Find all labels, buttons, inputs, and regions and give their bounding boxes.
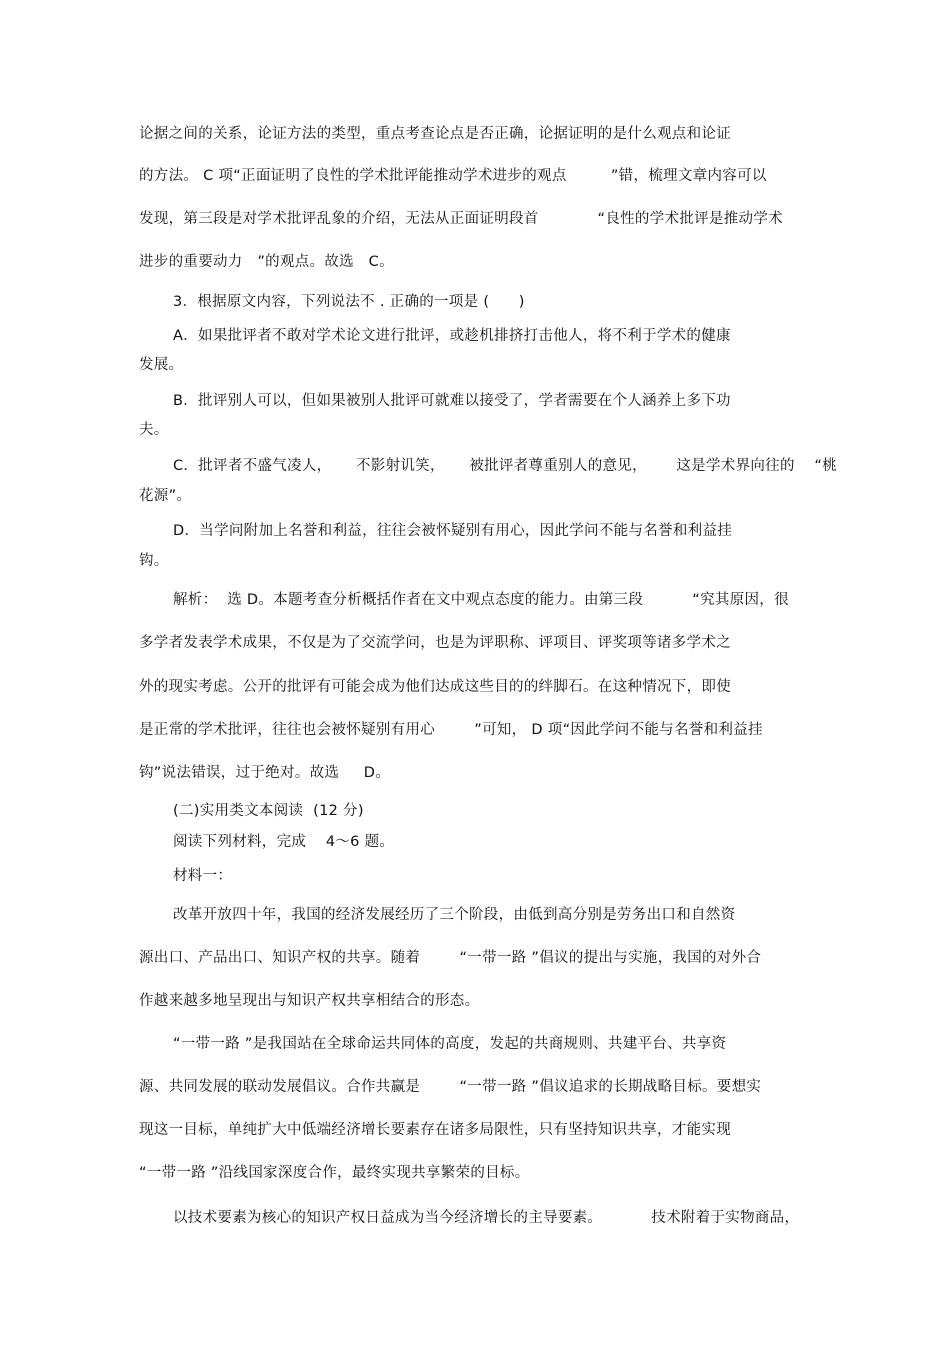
instruction: 阅读下列材料，完成 4～6 题。 <box>173 834 395 850</box>
option-a-cont: 发展。 <box>139 357 184 373</box>
text-line: 源出口、产品出口、知识产权的共享。随着 “一带一路 ”倡议的提出与实施，我国的对外合 <box>139 950 762 966</box>
text-line: 作越来越多地呈现出与知识产权共享相结合的形态。 <box>139 993 480 1009</box>
text-line: 现这一目标，单纯扩大中低端经济增长要素存在诸多局限性，只有坚持知识共享，才能实现 <box>139 1122 731 1138</box>
option-c: C．批评者不盛气凌人， 不影射讥笑， 被批评者尊重别人的意见， 这是学术界向往的 “桃 <box>173 458 838 474</box>
text-line: 是正常的学术批评，往往也会被怀疑别有用心 ”可知， D 项“因此学问不能与名誉和利益挂 <box>139 722 763 738</box>
text-line: 进步的重要动力 ”的观点。故选 C。 <box>139 254 394 270</box>
option-d: D．当学问附加上名誉和利益，往往会被怀疑别有用心，因此学问不能与名誉和利益挂 <box>173 523 733 539</box>
section-heading: (二)实用类文本阅读 (12 分) <box>173 803 364 819</box>
text-line: 钩”说法错误，过于绝对。故选 D。 <box>139 765 391 781</box>
analysis-text: 解析： 选 D。本题考查分析概括作者在文中观点态度的能力。由第三段 “究其原因，很 <box>173 592 789 608</box>
option-c-cont: 花源”。 <box>139 488 192 504</box>
question-3-stem: 3．根据原文内容，下列说法不 . 正确的一项是 ( ) <box>173 294 525 310</box>
option-a: A．如果批评者不敢对学术论文进行批评，或趁机排挤打击他人，将不利于学术的健康 <box>173 328 731 344</box>
option-b-cont: 夫。 <box>139 422 169 438</box>
material-paragraph: 以技术要素为核心的知识产权日益成为当今经济增长的主导要素。 技术附着于实物商品， <box>173 1210 800 1226</box>
text-line: 发现，第三段是对学术批评乱象的介绍，无法从正面证明段首 “良性的学术批评是推动学术 <box>139 211 783 227</box>
text-line: 源、共同发展的联动发展倡议。合作共赢是 “一带一路 ”倡议追求的长期战略目标。要想实 <box>139 1079 762 1095</box>
text-line: “一带一路 ”沿线国家深度合作，最终实现共享繁荣的目标。 <box>139 1165 530 1181</box>
option-b: B．批评别人可以，但如果被别人批评可就难以接受了，学者需要在个人涵养上多下功 <box>173 393 731 409</box>
option-d-cont: 钩。 <box>139 553 169 569</box>
text-line: 外的现实考虑。公开的批评有可能会成为他们达成这些目的的绊脚石。在这种情况下，即使 <box>139 679 731 695</box>
text-line: 论据之间的关系，论证方法的类型，重点考查论点是否正确，论据证明的是什么观点和论证 <box>139 126 731 142</box>
text-line: 多学者发表学术成果，不仅是为了交流学问，也是为评职称、评项目、评奖项等诸多学术之 <box>139 635 731 651</box>
material-paragraph: “一带一路 ”是我国站在全球命运共同体的高度，发起的共商规则、共建平台、共享资 <box>173 1036 727 1052</box>
material-paragraph: 改革开放四十年，我国的经济发展经历了三个阶段，由低到高分别是劳务出口和自然资 <box>173 907 736 923</box>
material-label: 材料一： <box>173 868 233 884</box>
text-line: 的方法。 C 项“正面证明了良性的学术批评能推动学术进步的观点 ”错，梳理文章内容可以 <box>139 168 767 184</box>
